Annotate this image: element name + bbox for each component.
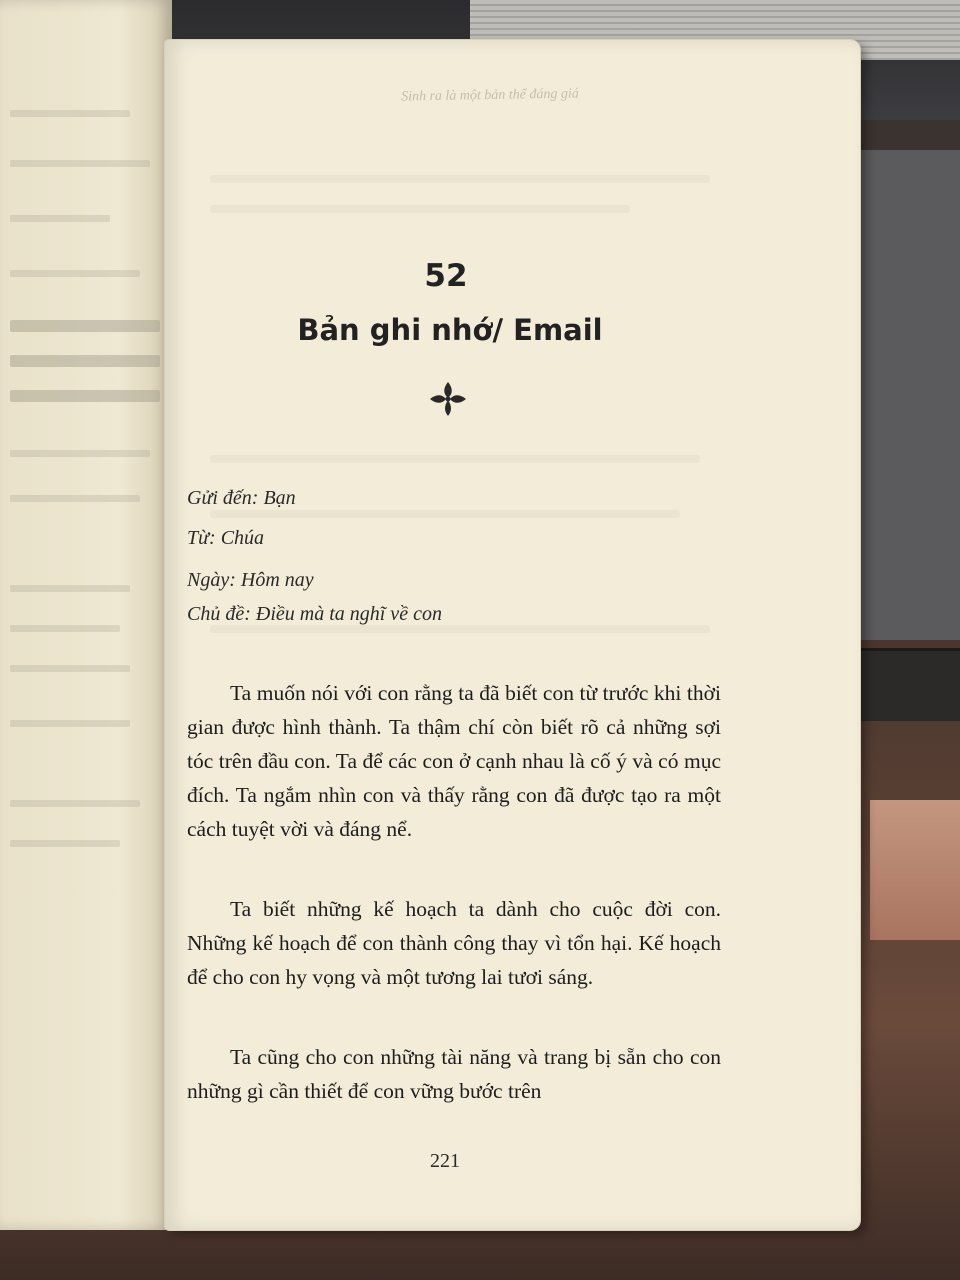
dark-box-background (845, 648, 960, 721)
show-through-line (210, 175, 710, 183)
show-through-line (10, 160, 150, 167)
body-paragraph: Ta biết những kế hoạch ta dành cho cuộc đời con. Những kế hoạch để con thành công thay vì tổn hại. Kế hoạch để cho con hy vọng và một tương lai tươi sáng. (187, 897, 721, 989)
show-through-line (10, 585, 130, 592)
show-through-line (210, 455, 700, 463)
show-through-line (10, 355, 160, 367)
left-facing-page (0, 0, 172, 1230)
chapter-number: 52 (424, 258, 468, 294)
show-through-line (210, 205, 630, 213)
show-through-line (10, 215, 110, 222)
fleuron-ornament-icon (428, 380, 468, 418)
show-through-line (10, 720, 130, 727)
show-through-line (10, 625, 120, 632)
show-through-line (10, 450, 150, 457)
show-through-line (10, 495, 140, 502)
memo-header (187, 485, 707, 627)
show-through-line (10, 840, 120, 847)
show-through-line (10, 270, 140, 277)
running-head: Sinh ra là một bản thể đáng giá (400, 86, 579, 105)
memo-subject: Chủ đề: Điều mà ta nghĩ về con (187, 603, 442, 625)
body-paragraph: Ta cũng cho con những tài năng và trang bị sẵn cho con những gì cần thiết để con vững bước trên (187, 1045, 721, 1103)
body-paragraph: Ta muốn nói với con rằng ta đã biết con từ trước khi thời gian được hình thành. Ta thậm chí còn biết rõ cả những sợi tóc trên đầu con. Ta để các con ở cạnh nhau là cố ý và có mục đích. Ta ngắm nhìn con và thấy rằng con đã được tạo ra một cách tuyệt vời và đáng nể. (187, 681, 721, 841)
show-through-line (10, 390, 160, 402)
show-through-line (10, 110, 130, 117)
memo-from: Từ: Chúa (187, 527, 265, 549)
memo-to: Gửi đến: Bạn (187, 487, 296, 509)
memo-date: Ngày: Hôm nay (187, 569, 314, 591)
show-through-line (10, 320, 160, 332)
chapter-title: Bản ghi nhớ/ Email (297, 313, 603, 347)
pink-book-background (870, 800, 960, 940)
show-through-line (10, 665, 130, 672)
show-through-line (10, 800, 140, 807)
page-number: 221 (430, 1150, 460, 1172)
